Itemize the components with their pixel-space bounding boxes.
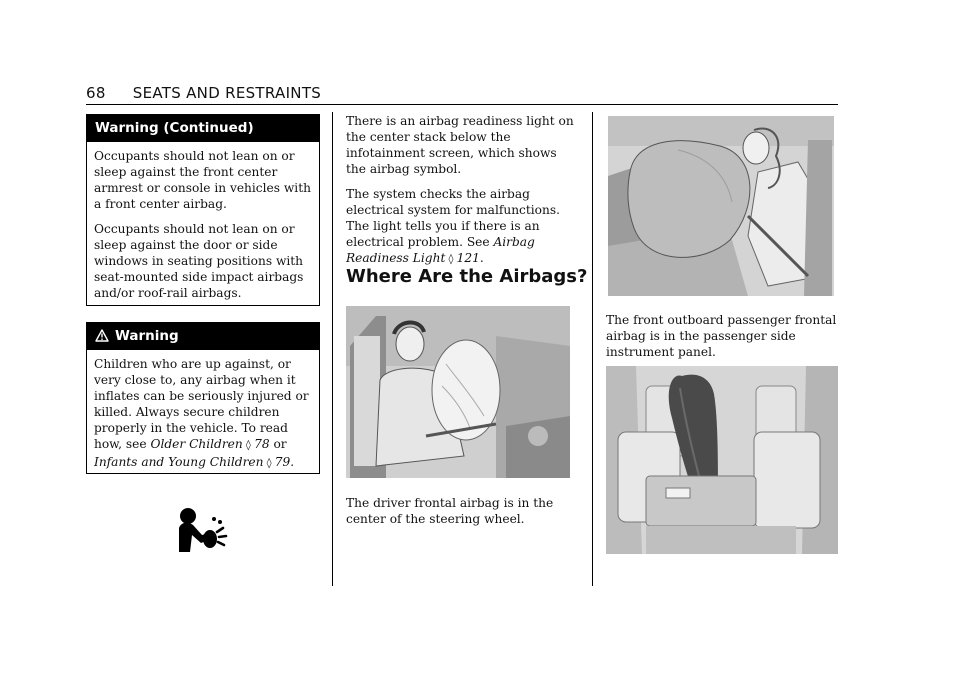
- driver-airbag-illustration: [346, 306, 570, 478]
- readiness-paragraph: There is an airbag readiness light on the center stack below the infotainment screen, which shows the airbag symbol.: [346, 114, 574, 176]
- warning-children-text: Children who are up against, or very close to, any airbag when it inflates can be seriously injured or killed. Always secure children properly in the vehicle. To read how, see: [94, 357, 309, 451]
- period: .: [290, 455, 295, 469]
- column-divider-1: [332, 112, 333, 586]
- warning-children-header: [87, 323, 319, 350]
- section-heading: Where Are the Airbags?: [346, 266, 588, 287]
- page-ref-78[interactable]: 78: [254, 437, 270, 451]
- passenger-airbag-caption: The front outboard passenger frontal airbag is in the passenger side instrument panel.: [606, 313, 837, 359]
- column-divider-2: [592, 112, 593, 586]
- connector-text: or: [269, 437, 287, 451]
- warning-paragraph-2: Occupants should not lean on or sleep against the door or side windows in seating positions with seat-mounted side impact airbags and/or roof-rail airbags.: [94, 222, 304, 300]
- section-title: SEATS AND RESTRAINTS: [132, 84, 322, 102]
- header-rule: [86, 104, 838, 105]
- warning-children-title: Warning: [115, 328, 179, 344]
- page-number: 68: [86, 84, 106, 102]
- link-airbag-readiness-light[interactable]: Airbag Readiness Light: [346, 235, 535, 265]
- airbag-readiness-icon: [176, 506, 230, 554]
- warning-paragraph-1: Occupants should not lean on or sleep against the front center armrest or console in vehicles with a front center airbag.: [94, 149, 311, 211]
- page-reference-icon: ◊: [263, 458, 275, 469]
- page-reference-icon: ◊: [242, 440, 255, 451]
- system-check-paragraph: The system checks the airbag electrical system for malfunctions. The light tells you if there is an electrical problem. See: [346, 187, 560, 249]
- page-ref-121[interactable]: 121: [456, 251, 480, 265]
- page-reference-icon: ◊: [445, 254, 457, 265]
- passenger-airbag-illustration: [608, 116, 834, 296]
- center-airbag-illustration: [606, 366, 838, 554]
- warning-triangle-icon: [95, 329, 109, 342]
- warning-children-box: [86, 322, 320, 474]
- link-older-children[interactable]: Older Children: [150, 437, 243, 451]
- warning-continued-box: [86, 114, 320, 306]
- driver-airbag-caption: The driver frontal airbag is in the center of the steering wheel.: [346, 496, 554, 526]
- period: .: [479, 251, 484, 265]
- warning-continued-title: Warning (Continued): [87, 115, 319, 142]
- page-header: [86, 84, 838, 106]
- page-ref-79[interactable]: 79: [274, 455, 291, 469]
- link-infants-young-children[interactable]: Infants and Young Children: [94, 455, 264, 469]
